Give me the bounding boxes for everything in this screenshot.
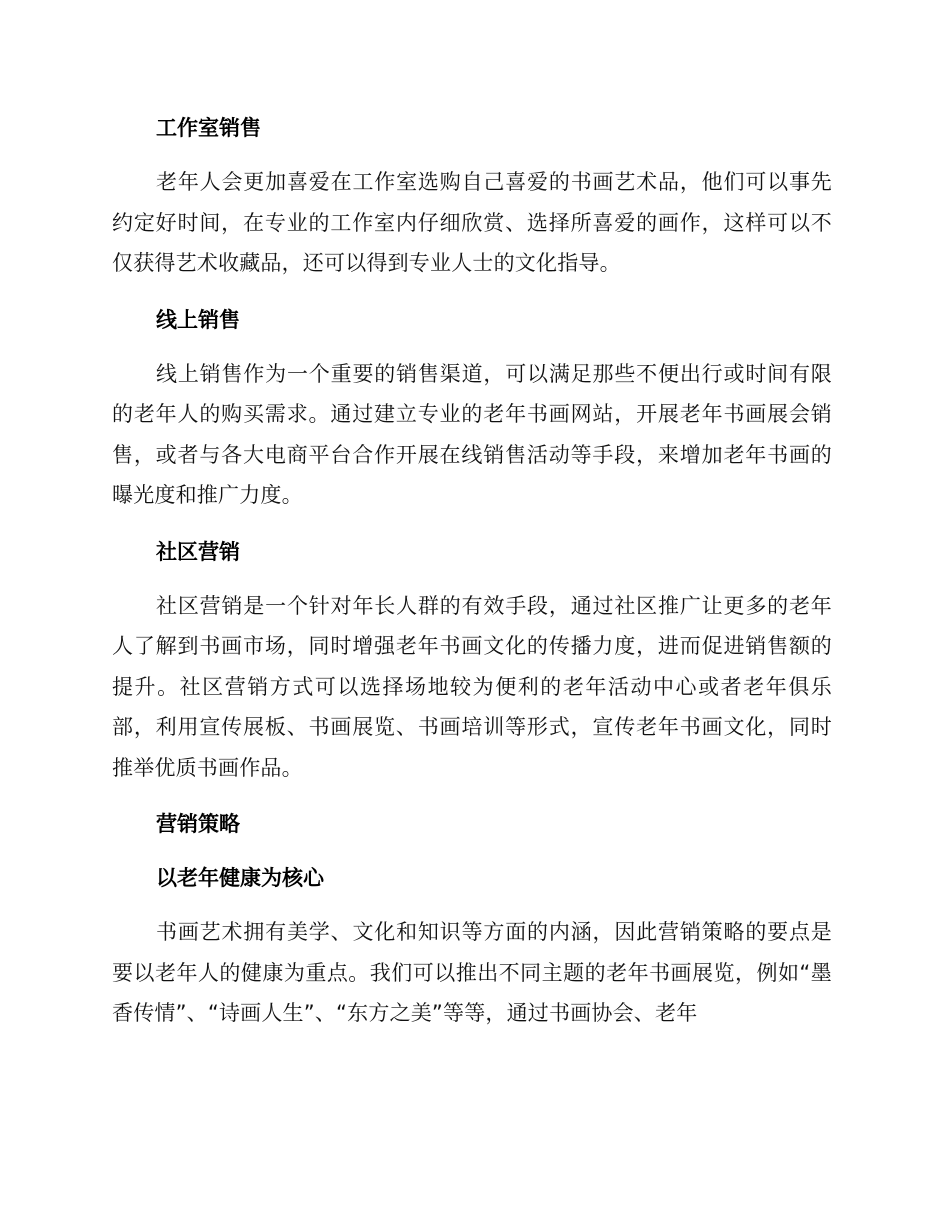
document-body (112, 108, 832, 1034)
section-paragraph-online-sales: 线上销售作为一个重要的销售渠道，可以满足那些不便出行或时间有限的老年人的购买需求。通过建立专业的老年书画网站，开展老年书画展会销售，或者与各大电商平台合作开展在线销售活动等手段，来增加老年书画的曝光度和推广力度。 (112, 361, 832, 507)
section-paragraph-elderly-health-core: 书画艺术拥有美学、文化和知识等方面的内涵，因此营销策略的要点是要以老年人的健康为重点。我们可以推出不同主题的老年书画展览，例如“墨香传情”、“诗画人生”、“东方之美”等等，通过书画协会、老年 (112, 920, 832, 1025)
section-heading-marketing-strategy: 营销策略 (156, 812, 240, 836)
section-paragraph-studio-sales: 老年人会更加喜爱在工作室选购自己喜爱的书画艺术品，他们可以事先约定好时间，在专业的工作室内仔细欣赏、选择所喜爱的画作，这样可以不仅获得艺术收藏品，还可以得到专业人士的文化指导。 (112, 170, 832, 275)
section-heading-online-sales: 线上销售 (156, 307, 240, 332)
section-heading-studio-sales: 工作室销售 (156, 116, 261, 140)
section-heading-elderly-health-core: 以老年健康为核心 (156, 866, 324, 890)
section-heading-community-marketing: 社区营销 (156, 539, 240, 564)
section-paragraph-community-marketing: 社区营销是一个针对年长人群的有效手段，通过社区推广让更多的老年人了解到书画市场，同时增强老年书画文化的传播力度，进而促进销售额的提升。社区营销方式可以选择场地较为便利的老年活动中心或者老年俱乐部，利用宣传展板、书画展览、书画培训等形式，宣传老年书画文化，同时推举优质书画作品。 (112, 593, 832, 780)
